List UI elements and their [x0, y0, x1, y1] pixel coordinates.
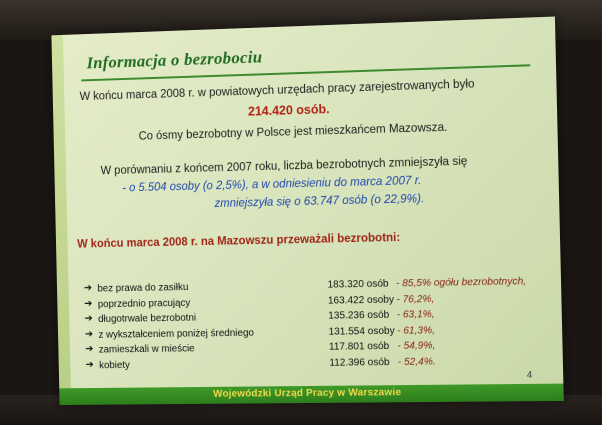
- list-item-label: kobiety: [99, 359, 130, 371]
- arrow-right-icon: ➔: [84, 328, 94, 340]
- list-item-share: - 85,5% ogółu bezrobotnych,: [395, 276, 527, 290]
- text-line-2: Co ósmy bezrobotny w Polsce jest mieszkańcem Mazowsza.: [138, 121, 448, 143]
- text-line-5: zmniejszyła się o 63.747 osób (o 22,9%).: [214, 193, 425, 211]
- slide-title: Informacja o bezrobociu: [86, 47, 263, 73]
- list-item-value: 183.320 osób: [327, 278, 389, 291]
- list-item-value: 131.554 osoby: [328, 325, 395, 338]
- list-item-label: z wykształceniem poniżej średniego: [98, 327, 255, 341]
- list-item-label: zamieszkali w mieście: [98, 343, 195, 356]
- arrow-right-icon: ➔: [85, 358, 94, 370]
- arrow-right-icon: ➔: [83, 282, 93, 294]
- list-item-value: 135.236 osób: [328, 309, 390, 322]
- list-item-value: 163.422 osoby: [327, 294, 395, 307]
- list-item-value: 117.801 osób: [328, 340, 390, 353]
- arrow-right-icon: ➔: [84, 297, 93, 309]
- list-item-share: - 63,1%,: [396, 309, 435, 321]
- list-item-share: - 54,9%,: [397, 340, 436, 352]
- projected-slide: [51, 17, 563, 406]
- unemployed-total: 214.420 osób.: [247, 102, 330, 119]
- list-item-share: - 61,3%,: [396, 324, 436, 337]
- list-item-value: 112.396 osób: [329, 356, 390, 369]
- list-item-share: - 52,4%.: [397, 355, 436, 368]
- unemployed-list: [82, 276, 554, 376]
- arrow-right-icon: ➔: [85, 343, 94, 355]
- text-line-3: W porównaniu z końcem 2007 roku, liczba bezrobotnych zmniejszyła się: [100, 155, 468, 178]
- page-number: 4: [526, 369, 533, 380]
- slide-left-strip: [51, 35, 71, 405]
- list-heading: W końcu marca 2008 r. na Mazowszu przeważali bezrobotni:: [77, 231, 401, 251]
- list-item-label: bez prawa do zasiłku: [97, 282, 189, 295]
- list-item-label: długotrwale bezrobotni: [98, 312, 197, 325]
- footer-organization: Wojewódzki Urząd Pracy w Warszawie: [213, 387, 402, 400]
- arrow-right-icon: ➔: [84, 313, 93, 325]
- list-item-label: poprzednio pracujący: [97, 297, 191, 310]
- list-item-share: - 76,2%,: [396, 293, 435, 306]
- text-line-1: W końcu marca 2008 r. w powiatowych urzędach pracy zarejestrowanych było: [79, 78, 475, 104]
- text-line-4: - o 5.504 osoby (o 2,5%), a w odniesieniu do marca 2007 r.: [122, 174, 422, 195]
